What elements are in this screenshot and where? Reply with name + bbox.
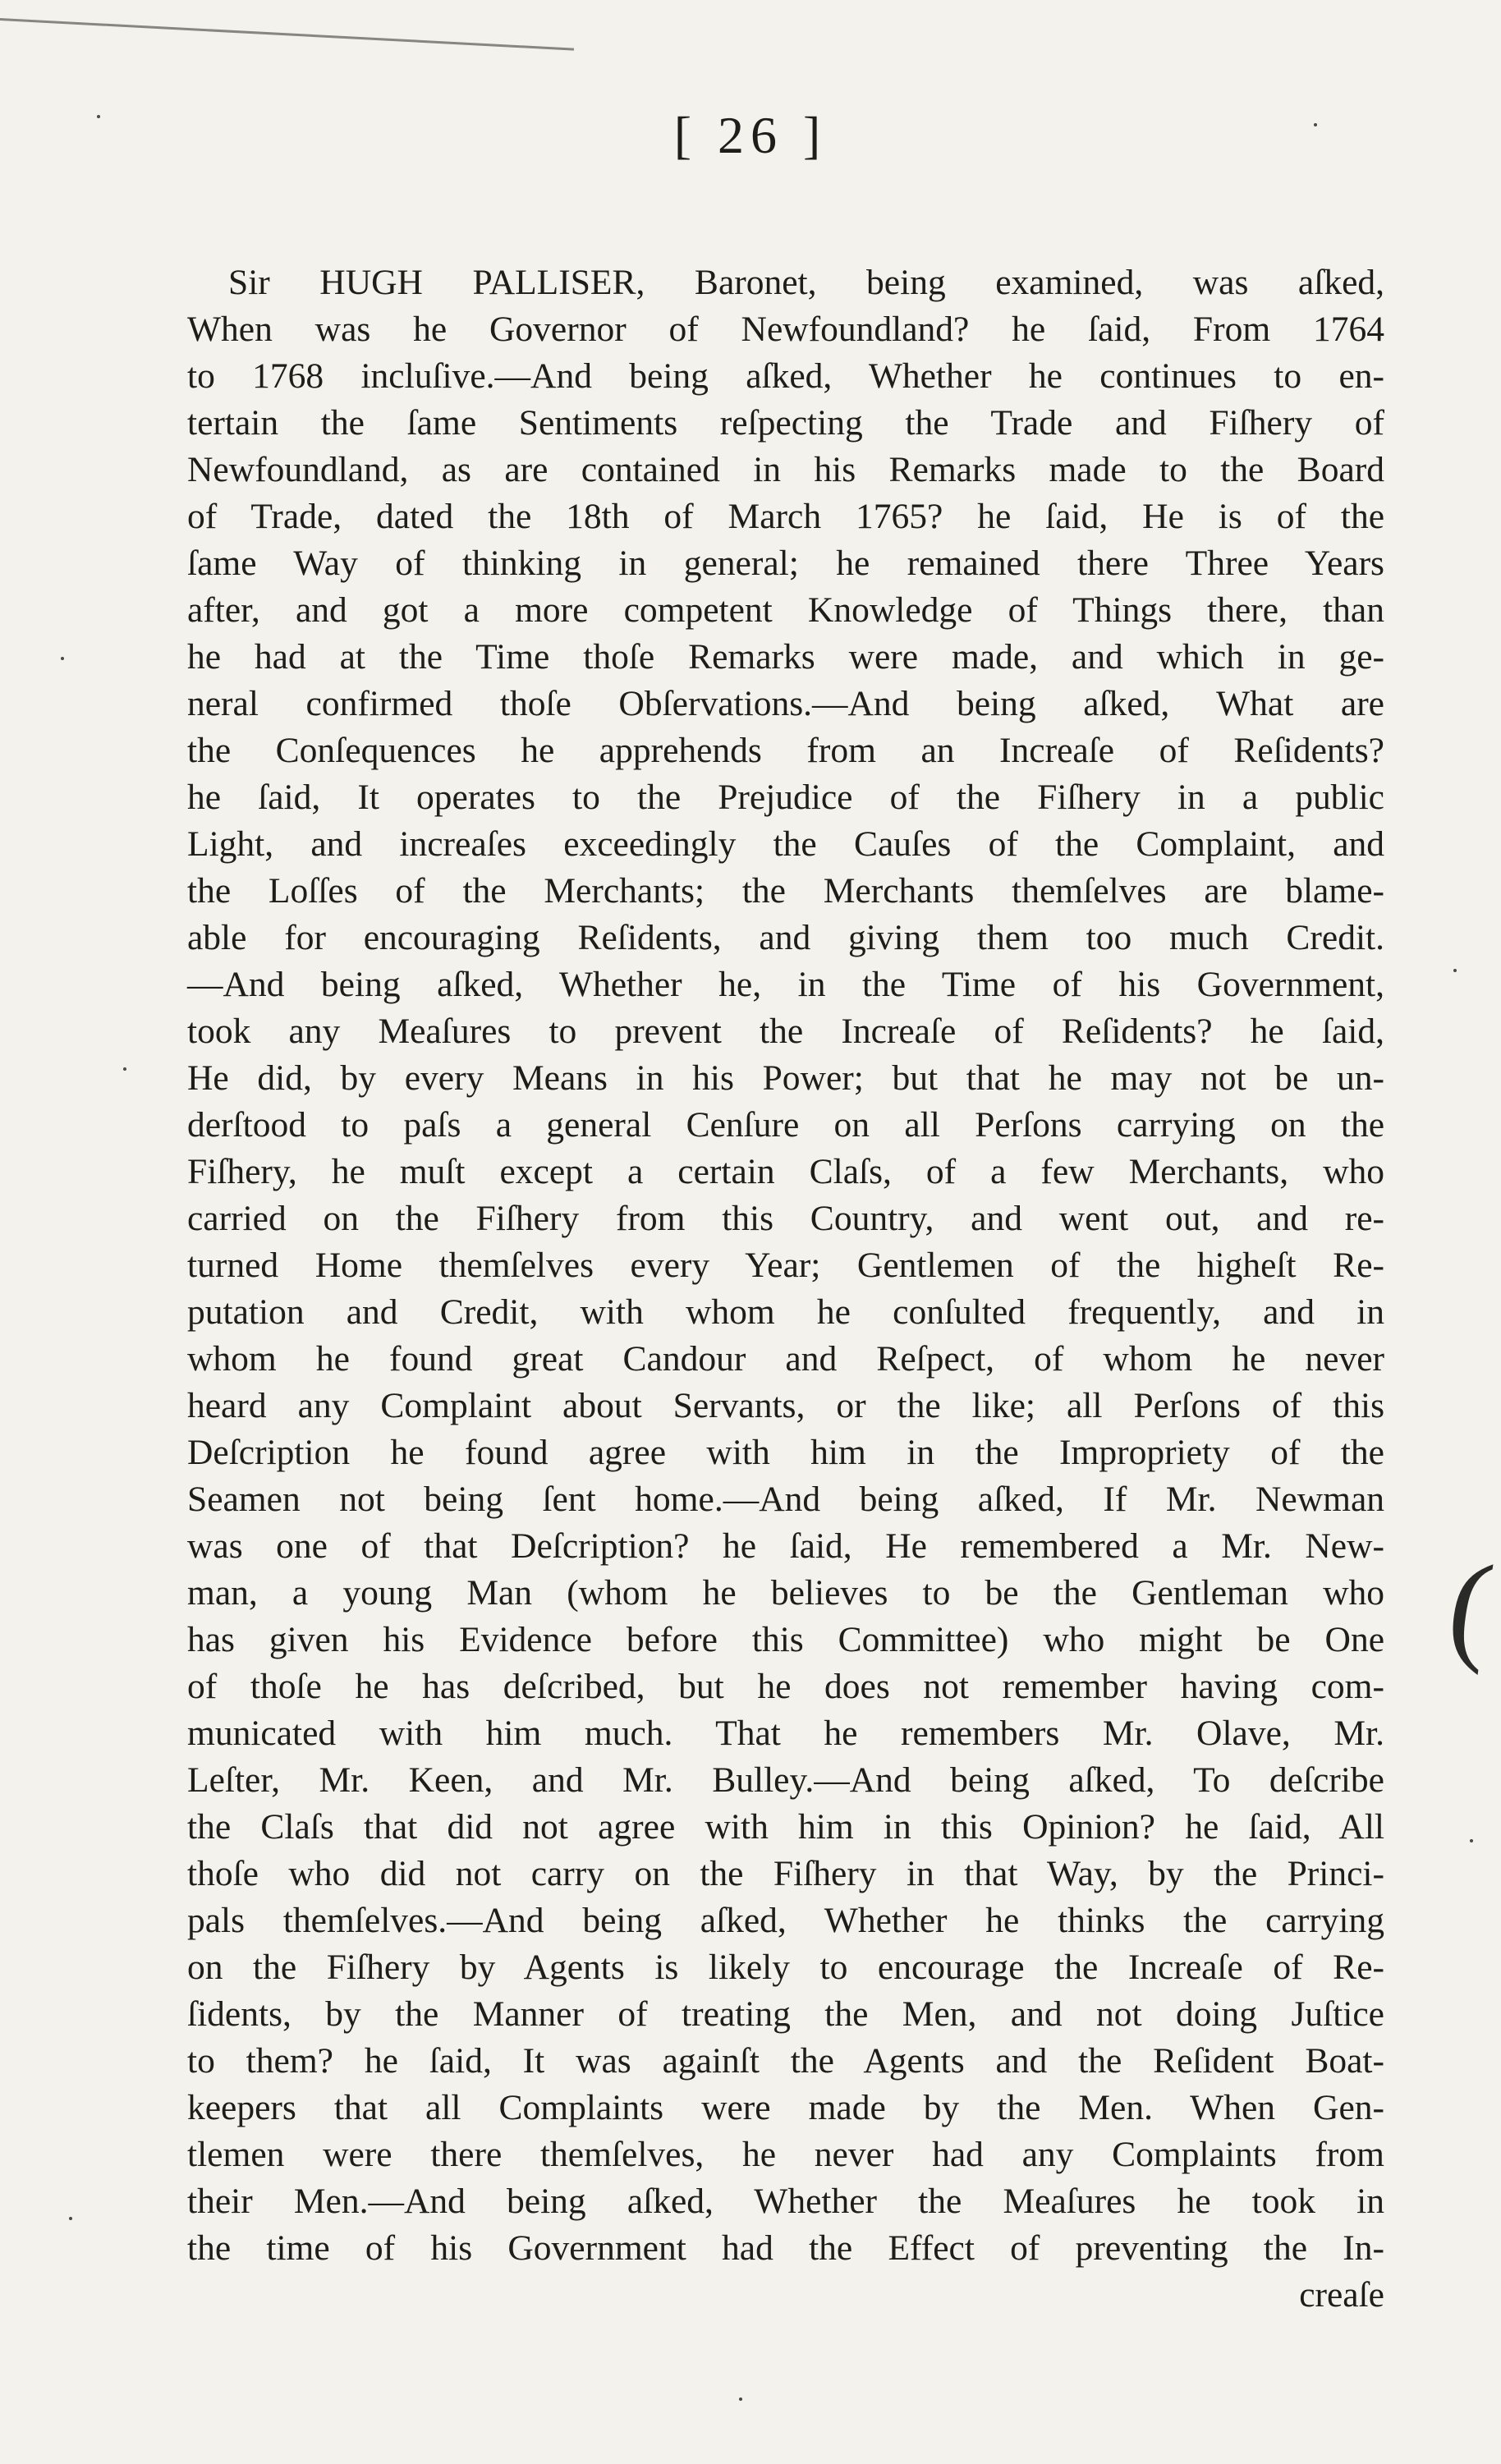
text-line: whom he found great Candour and Reſpect, of whom he never bbox=[187, 1339, 1384, 1379]
text-line: Fiſhery, he muſt except a certain Claſs, of a few Merchants, who bbox=[187, 1152, 1384, 1191]
text-line: heard any Complaint about Servants, or the like; all Perſons of this bbox=[187, 1386, 1384, 1425]
text-line: the Claſs that did not agree with him in this Opinion? he ſaid, All bbox=[187, 1807, 1384, 1847]
text-line: pals themſelves.—And being aſked, Whether he thinks the carrying bbox=[187, 1901, 1384, 1940]
text-line: after, and got a more competent Knowledge of Things there, than bbox=[187, 590, 1384, 630]
text-line: tertain the ſame Sentiments reſpecting the Trade and Fiſhery of bbox=[187, 403, 1384, 443]
text-line: neral confirmed thoſe Obſervations.—And being aſked, What are bbox=[187, 684, 1384, 723]
text-line: When was he Governor of Newfoundland? he ſaid, From 1764 bbox=[187, 310, 1384, 349]
text-line: has given his Evidence before this Committee) who might be One bbox=[187, 1620, 1384, 1659]
text-line: the time of his Government had the Effect of preventing the In- bbox=[187, 2228, 1384, 2268]
scan-speck bbox=[1314, 123, 1317, 126]
text-line: putation and Credit, with whom he conſulted frequently, and in bbox=[187, 1292, 1384, 1332]
document-body bbox=[187, 259, 1384, 2319]
text-line: their Men.—And being aſked, Whether the Meaſures he took in bbox=[187, 2182, 1384, 2221]
scan-speck bbox=[123, 1067, 126, 1071]
text-line: thoſe who did not carry on the Fiſhery in that Way, by the Princi- bbox=[187, 1854, 1384, 1893]
text-line: the Loſſes of the Merchants; the Merchants themſelves are blame- bbox=[187, 871, 1384, 911]
text-line: of thoſe he has deſcribed, but he does not remember having com- bbox=[187, 1667, 1384, 1706]
text-line: Leſter, Mr. Keen, and Mr. Bulley.—And being aſked, To deſcribe bbox=[187, 1760, 1384, 1800]
text-line: Light, and increaſes exceedingly the Cauſes of the Complaint, and bbox=[187, 824, 1384, 864]
text-line: took any Meaſures to prevent the Increaſe of Reſidents? he ſaid, bbox=[187, 1012, 1384, 1051]
text-line: He did, by every Means in his Power; but that he may not be un- bbox=[187, 1058, 1384, 1098]
text-line: he had at the Time thoſe Remarks were made, and which in ge- bbox=[187, 637, 1384, 677]
scan-speck bbox=[1453, 969, 1457, 972]
text-line: of Trade, dated the 18th of March 1765? he ſaid, He is of the bbox=[187, 497, 1384, 536]
text-line: Newfoundland, as are contained in his Remarks made to the Board bbox=[187, 450, 1384, 489]
text-line: was one of that Deſcription? he ſaid, He remembered a Mr. New- bbox=[187, 1526, 1384, 1566]
text-line: on the Fiſhery by Agents is likely to encourage the Increaſe of Re- bbox=[187, 1948, 1384, 1987]
text-line: Deſcription he found agree with him in the Impropriety of the bbox=[187, 1433, 1384, 1472]
text-line: to them? he ſaid, It was againſt the Agents and the Reſident Boat- bbox=[187, 2041, 1384, 2081]
page-number-header: [ 26 ] bbox=[673, 106, 828, 164]
text-line: derſtood to paſs a general Cenſure on all Perſons carrying on the bbox=[187, 1105, 1384, 1145]
catchword: creaſe bbox=[1299, 2275, 1384, 2315]
text-line: carried on the Fiſhery from this Country, and went out, and re- bbox=[187, 1199, 1384, 1238]
text-line: ſidents, by the Manner of treating the Men, and not doing Juſtice bbox=[187, 1994, 1384, 2034]
text-line: the Conſequences he apprehends from an Increaſe of Reſidents? bbox=[187, 731, 1384, 770]
margin-bracket-mark: ( bbox=[1440, 1535, 1501, 1677]
text-line: turned Home themſelves every Year; Gentlemen of the higheſt Re- bbox=[187, 1246, 1384, 1285]
text-line: ſame Way of thinking in general; he remained there Three Years bbox=[187, 544, 1384, 583]
text-line: Seamen not being ſent home.—And being aſked, If Mr. Newman bbox=[187, 1480, 1384, 1519]
scan-speck bbox=[739, 2397, 742, 2401]
text-line: man, a young Man (whom he believes to be the Gentleman who bbox=[187, 1573, 1384, 1613]
scan-speck bbox=[1470, 1839, 1473, 1842]
scan-speck bbox=[61, 657, 64, 660]
text-line: Sir HUGH PALLISER, Baronet, being examined, was aſked, bbox=[228, 263, 1384, 302]
text-line: tlemen were there themſelves, he never had any Complaints from bbox=[187, 2135, 1384, 2174]
scan-speck bbox=[69, 2217, 72, 2220]
text-line: he ſaid, It operates to the Prejudice of the Fiſhery in a public bbox=[187, 778, 1384, 817]
scan-edge-line bbox=[0, 18, 574, 51]
text-line: municated with him much. That he remembers Mr. Olave, Mr. bbox=[187, 1714, 1384, 1753]
text-line: —And being aſked, Whether he, in the Time of his Government, bbox=[187, 965, 1384, 1004]
scan-speck bbox=[97, 115, 100, 118]
text-line: keepers that all Complaints were made by the Men. When Gen- bbox=[187, 2088, 1384, 2127]
text-line: able for encouraging Reſidents, and giving them too much Credit. bbox=[187, 918, 1384, 957]
text-line: to 1768 incluſive.—And being aſked, Whether he continues to en- bbox=[187, 356, 1384, 396]
